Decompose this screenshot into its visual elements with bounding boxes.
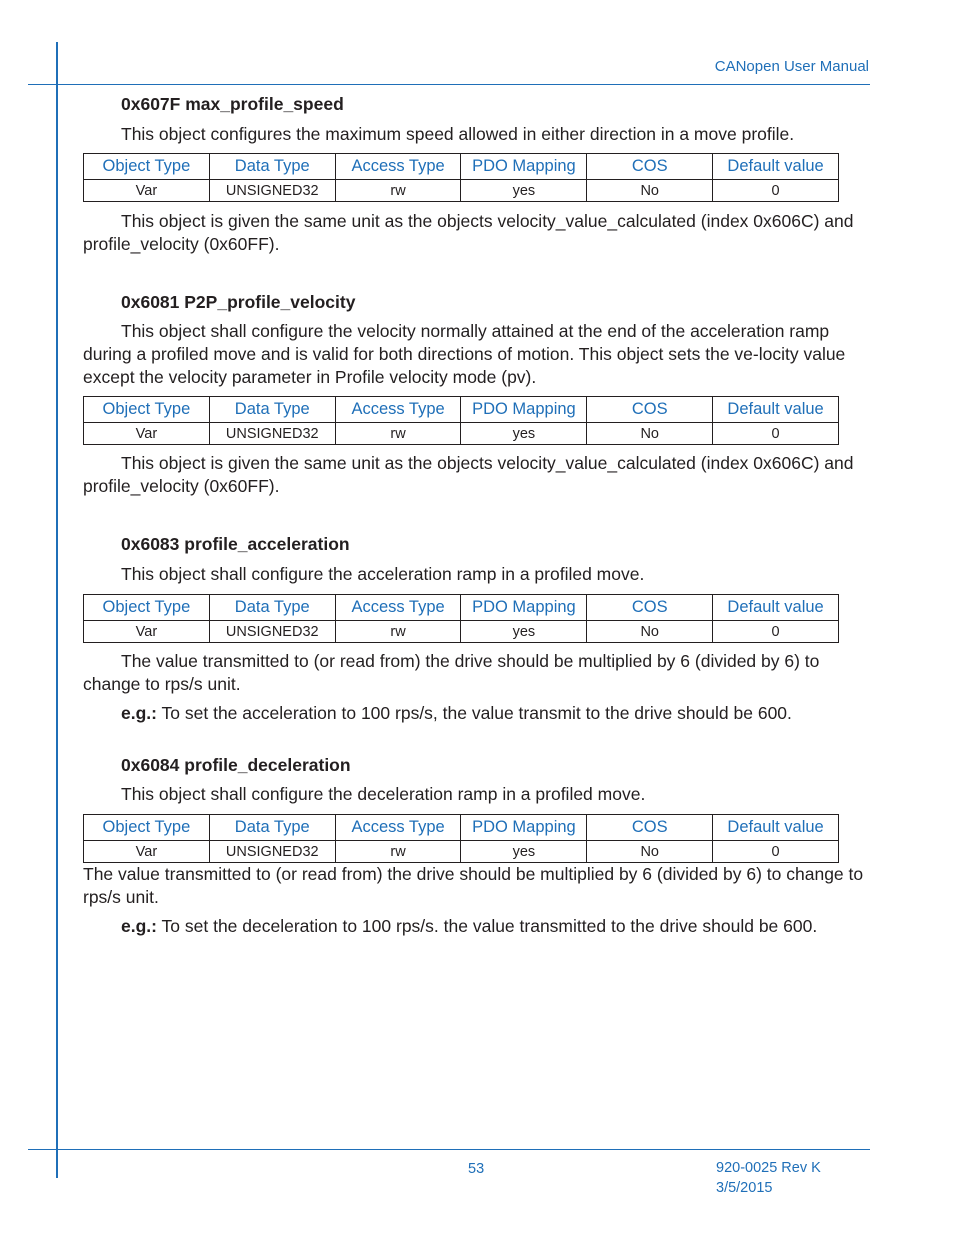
- col-data-type: Data Type: [209, 595, 335, 621]
- col-default-value: Default value: [713, 154, 839, 180]
- col-data-type: Data Type: [209, 815, 335, 841]
- cell-default-value: 0: [713, 180, 839, 202]
- col-object-type: Object Type: [84, 154, 210, 180]
- section-note-6081: This object is given the same unit as the objects velocity_value_calculated (index 0x606C) and profile_velocity (0x60FF).: [83, 453, 854, 496]
- example-6083: [83, 702, 873, 725]
- col-pdo-mapping: PDO Mapping: [461, 397, 587, 423]
- cell-pdo-mapping: yes: [461, 841, 587, 863]
- col-access-type: Access Type: [335, 397, 461, 423]
- col-default-value: Default value: [713, 397, 839, 423]
- section-heading-607f: 0x607F max_profile_speed: [121, 94, 344, 114]
- table-header-row: [84, 154, 839, 180]
- cell-pdo-mapping: yes: [461, 621, 587, 643]
- cell-default-value: 0: [713, 841, 839, 863]
- col-default-value: Default value: [713, 815, 839, 841]
- section-heading-6081: 0x6081 P2P_profile_velocity: [121, 292, 356, 312]
- col-object-type: Object Type: [84, 397, 210, 423]
- section-heading-6083: 0x6083 profile_acceleration: [121, 534, 350, 554]
- example-label: e.g.:: [121, 703, 157, 723]
- col-object-type: Object Type: [84, 595, 210, 621]
- cell-data-type: UNSIGNED32: [209, 180, 335, 202]
- cell-object-type: Var: [84, 621, 210, 643]
- col-cos: COS: [587, 154, 713, 180]
- table-header-row: [84, 815, 839, 841]
- cell-data-type: UNSIGNED32: [209, 423, 335, 445]
- object-table-6081: [83, 396, 839, 445]
- table-row: [84, 180, 839, 202]
- footer-revision: [716, 1158, 821, 1198]
- revision-text: 920-0025 Rev K: [716, 1160, 821, 1176]
- cell-access-type: rw: [335, 423, 461, 445]
- cell-access-type: rw: [335, 180, 461, 202]
- header-rule: [28, 84, 870, 85]
- section-heading-6084: 0x6084 profile_deceleration: [121, 755, 351, 775]
- col-data-type: Data Type: [209, 154, 335, 180]
- section-intro-6084: This object shall configure the deceleration ramp in a profiled move.: [121, 784, 646, 804]
- section-note-607f: This object is given the same unit as the objects velocity_value_calculated (index 0x606C) and profile_velocity (0x60FF).: [83, 211, 854, 254]
- section-note-6083: The value transmitted to (or read from) the drive should be multiplied by 6 (divided by 6) to change to rps/s unit.: [83, 651, 820, 694]
- cell-pdo-mapping: yes: [461, 423, 587, 445]
- object-table-6084: [83, 814, 839, 863]
- revision-date: 3/5/2015: [716, 1180, 773, 1196]
- cell-default-value: 0: [713, 621, 839, 643]
- table-row: [84, 423, 839, 445]
- cell-cos: No: [587, 180, 713, 202]
- cell-data-type: UNSIGNED32: [209, 621, 335, 643]
- col-data-type: Data Type: [209, 397, 335, 423]
- object-table-607f: [83, 153, 839, 202]
- table-header-row: [84, 595, 839, 621]
- cell-cos: No: [587, 621, 713, 643]
- page-number: 53: [468, 1161, 485, 1177]
- col-cos: COS: [587, 595, 713, 621]
- cell-access-type: rw: [335, 621, 461, 643]
- section-note-6084: The value transmitted to (or read from) the drive should be multiplied by 6 (divided by 6) to change to rps/s unit.: [83, 864, 864, 907]
- table-row: [84, 841, 839, 863]
- left-margin-rule-top: [56, 42, 58, 1178]
- example-text: To set the acceleration to 100 rps/s, the value transmit to the drive should be 600.: [156, 703, 792, 723]
- table-row: [84, 621, 839, 643]
- col-access-type: Access Type: [335, 595, 461, 621]
- example-text: To set the deceleration to 100 rps/s. the value transmitted to the drive should be 600.: [156, 916, 818, 936]
- col-access-type: Access Type: [335, 815, 461, 841]
- col-access-type: Access Type: [335, 154, 461, 180]
- col-cos: COS: [587, 397, 713, 423]
- cell-cos: No: [587, 841, 713, 863]
- cell-object-type: Var: [84, 423, 210, 445]
- cell-default-value: 0: [713, 423, 839, 445]
- col-cos: COS: [587, 815, 713, 841]
- col-default-value: Default value: [713, 595, 839, 621]
- cell-pdo-mapping: yes: [461, 180, 587, 202]
- cell-object-type: Var: [84, 180, 210, 202]
- example-6084: [83, 915, 873, 938]
- cell-access-type: rw: [335, 841, 461, 863]
- section-intro-6083: This object shall configure the acceleration ramp in a profiled move.: [121, 564, 645, 584]
- cell-data-type: UNSIGNED32: [209, 841, 335, 863]
- cell-object-type: Var: [84, 841, 210, 863]
- header-title: CANopen User Manual: [714, 58, 869, 75]
- example-label: e.g.:: [121, 916, 157, 936]
- footer-rule: [28, 1149, 870, 1150]
- cell-cos: No: [587, 423, 713, 445]
- table-header-row: [84, 397, 839, 423]
- col-object-type: Object Type: [84, 815, 210, 841]
- col-pdo-mapping: PDO Mapping: [461, 815, 587, 841]
- col-pdo-mapping: PDO Mapping: [461, 595, 587, 621]
- section-intro-607f: This object configures the maximum speed allowed in either direction in a move profile.: [121, 124, 795, 144]
- section-intro-6081: This object shall configure the velocity normally attained at the end of the acceleration ramp during a profiled move and is valid for both directions of motion. This object sets the ve-locity value except the velocity parameter in Profile velocity mode (pv).: [83, 321, 846, 387]
- object-table-6083: [83, 594, 839, 643]
- col-pdo-mapping: PDO Mapping: [461, 154, 587, 180]
